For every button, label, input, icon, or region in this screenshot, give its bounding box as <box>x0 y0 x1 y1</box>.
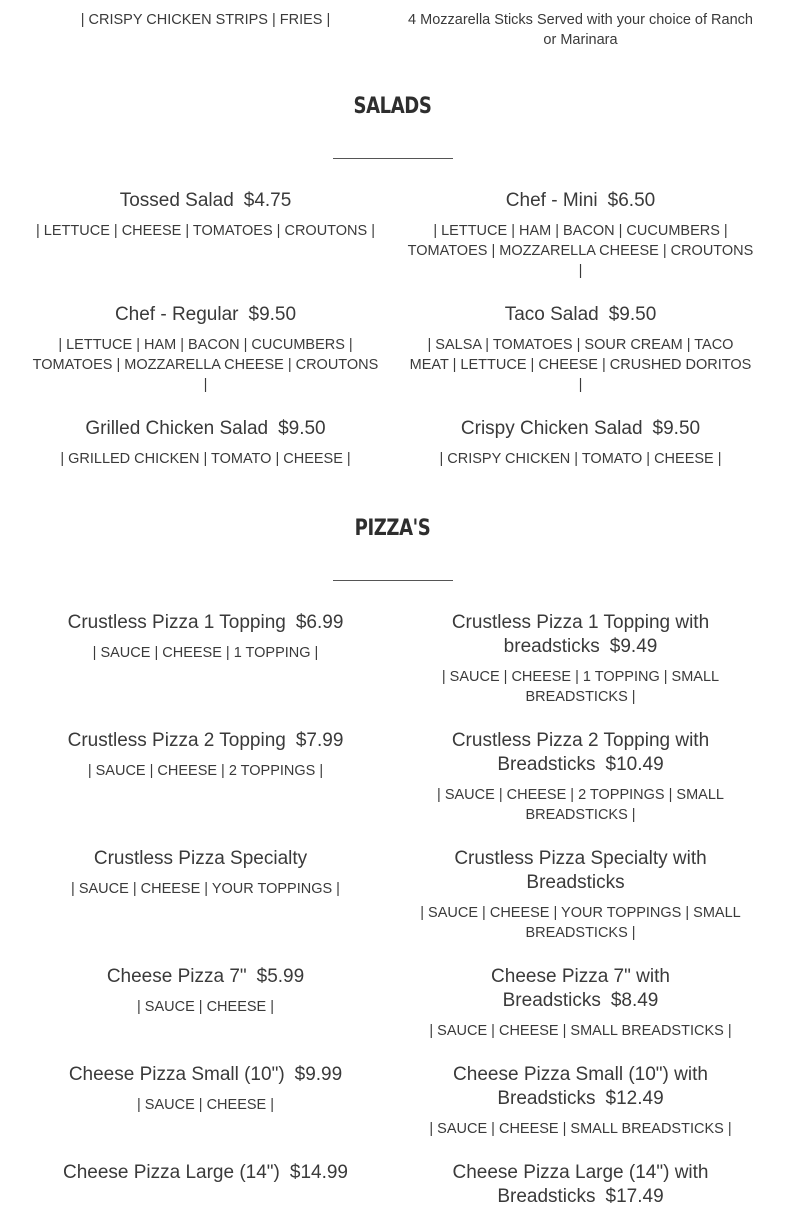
item-name: Tossed Salad <box>119 190 234 211</box>
item-name: Crustless Pizza 1 Topping <box>67 612 286 633</box>
item-price: $14.99 <box>289 1162 349 1183</box>
menu-item <box>393 1161 768 1209</box>
item-name: Crispy Chicken Salad <box>460 418 643 439</box>
item-price: $17.49 <box>605 1186 664 1207</box>
item-price: $6.99 <box>295 612 344 633</box>
item-price: $8.49 <box>610 990 659 1011</box>
item-name: Cheese Pizza 7" <box>106 966 247 987</box>
item-name: Chef - Mini <box>505 190 598 211</box>
menu-item <box>18 303 393 395</box>
item-price: $4.75 <box>243 190 292 211</box>
menu-item <box>393 729 768 825</box>
item-description: | SAUCE | CHEESE | <box>137 999 274 1015</box>
item-price: $10.49 <box>605 754 664 775</box>
item-price: $9.50 <box>248 304 297 325</box>
item-description: | CRISPY CHICKEN | TOMATO | CHEESE | <box>439 451 722 467</box>
item-description: | SALSA | TOMATOES | SOUR CREAM | TACO MEAT | LETTUCE | CHEESE | CRUSHED DORITOS | <box>409 337 752 393</box>
item-name: Cheese Pizza Large (14") <box>62 1162 280 1183</box>
menu-item <box>18 847 393 899</box>
item-price: $9.50 <box>608 304 657 325</box>
item-price: $9.50 <box>278 418 326 439</box>
item-name: Cheese Pizza Small (10") with Breadsticks <box>453 1064 708 1109</box>
item-description: | LETTUCE | HAM | BACON | CUCUMBERS | TOMATOES | MOZZARELLA CHEESE | CROUTONS | <box>407 223 754 279</box>
menu-item <box>393 417 768 469</box>
item-price: $9.50 <box>652 418 701 439</box>
item-description: | SAUCE | CHEESE | 1 TOPPING | SMALL BREADSTICKS | <box>441 669 720 705</box>
menu-item <box>393 1063 768 1139</box>
item-description: | CRISPY CHICKEN STRIPS | FRIES | <box>80 12 331 28</box>
item-name: Crustless Pizza 1 Topping with breadsticks <box>451 612 710 657</box>
item-name: Cheese Pizza Small (10") <box>68 1064 285 1085</box>
item-price: $12.49 <box>605 1088 664 1109</box>
item-description: | SAUCE | CHEESE | SMALL BREADSTICKS | <box>429 1023 732 1039</box>
item-name: Taco Salad <box>504 304 599 325</box>
item-description: | SAUCE | CHEESE | YOUR TOPPINGS | SMALL BREADSTICKS | <box>420 905 741 941</box>
section-title-pizzas: PIZZA'S <box>354 516 431 541</box>
item-name: Crustless Pizza Specialty <box>93 848 308 869</box>
menu-item <box>393 303 768 395</box>
item-description: | SAUCE | CHEESE | SMALL BREADSTICKS | <box>429 1121 732 1137</box>
item-description: | SAUCE | CHEESE | 2 TOPPINGS | <box>87 763 324 779</box>
menu-item <box>18 729 393 781</box>
menu-item-top-right <box>393 10 768 50</box>
item-description: 4 Mozzarella Sticks Served with your choice of Ranch or Marinara <box>408 12 753 48</box>
item-price: $9.49 <box>609 636 658 657</box>
item-price: $7.99 <box>295 730 344 751</box>
item-name: Cheese Pizza 7" with Breadsticks <box>491 966 670 1011</box>
section-divider <box>333 580 453 581</box>
item-description: | SAUCE | CHEESE | 2 TOPPINGS | SMALL BREADSTICKS | <box>437 787 724 823</box>
item-description: | GRILLED CHICKEN | TOMATO | CHEESE | <box>60 451 351 467</box>
item-description: | LETTUCE | HAM | BACON | CUCUMBERS | TOMATOES | MOZZARELLA CHEESE | CROUTONS | <box>32 337 379 393</box>
item-name: Chef - Regular <box>114 304 239 325</box>
item-name: Grilled Chicken Salad <box>85 418 269 439</box>
section-title-salads: SALADS <box>353 94 432 119</box>
menu-item <box>18 189 393 241</box>
menu-item <box>18 1063 393 1115</box>
menu-item <box>18 1161 393 1185</box>
menu-item <box>393 611 768 707</box>
menu-item <box>18 417 393 469</box>
item-description: | SAUCE | CHEESE | <box>137 1097 274 1113</box>
menu-item-top-left <box>18 10 393 30</box>
menu-item <box>393 965 768 1041</box>
item-price: $9.99 <box>294 1064 343 1085</box>
item-description: | LETTUCE | CHEESE | TOMATOES | CROUTONS | <box>36 223 375 239</box>
item-name: Crustless Pizza 2 Topping with Breadsticks <box>451 730 710 775</box>
menu-item <box>18 611 393 663</box>
item-description: | SAUCE | CHEESE | 1 TOPPING | <box>92 645 319 661</box>
menu-item <box>393 189 768 281</box>
item-price: $5.99 <box>256 966 305 987</box>
item-price: $6.50 <box>607 190 656 211</box>
item-name: Crustless Pizza 2 Topping <box>67 730 286 751</box>
menu-item <box>393 847 768 943</box>
item-name: Crustless Pizza Specialty with Breadsticks <box>454 848 707 893</box>
item-name: Cheese Pizza Large (14") with Breadsticks <box>452 1162 709 1207</box>
item-description: | SAUCE | CHEESE | YOUR TOPPINGS | <box>71 881 340 897</box>
section-divider <box>333 158 453 159</box>
menu-item <box>18 965 393 1017</box>
